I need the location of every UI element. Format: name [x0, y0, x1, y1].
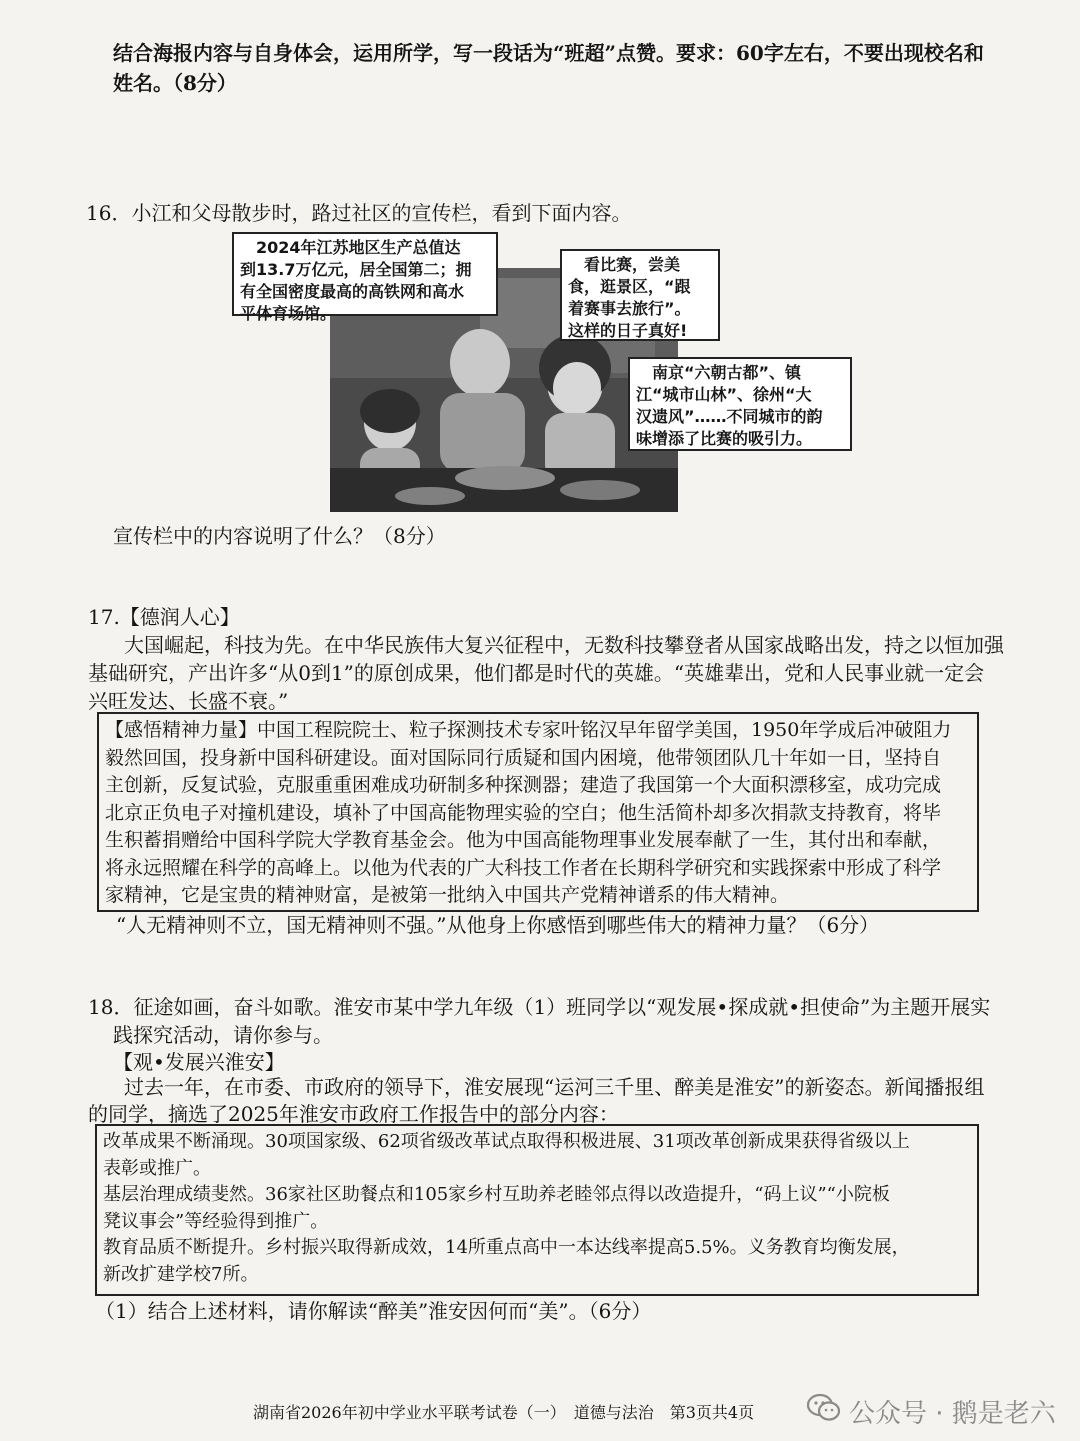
- box-line: 【感悟精神力量】中国工程院院士、粒子探测技术专家叶铭汉早年留学美国，1950年学成后冲破阻力: [105, 719, 952, 741]
- q17-material-box: [97, 712, 979, 912]
- watermark: [807, 1393, 1056, 1430]
- q18-stem-2: 践探究活动，请你参与。: [113, 1023, 333, 1047]
- q18-report-box: [95, 1124, 979, 1296]
- q18-section-title: 【观•发展兴淮安】: [113, 1050, 285, 1074]
- bubble-line: 到13.7万亿元，居全国第二；拥: [240, 260, 472, 279]
- q17-para-line-3: 兴旺发达、长盛不衰。”: [88, 689, 289, 713]
- bubble-line: 看比赛，尝美: [584, 255, 681, 274]
- q17-question: “人无精神则不立，国无精神则不强。”从他身上你感悟到哪些伟大的精神力量？（6分）: [116, 913, 880, 937]
- speech-bubble-gdp: [232, 232, 498, 323]
- q16-question: 宣传栏中的内容说明了什么？（8分）: [113, 524, 446, 548]
- q17-para-line-2: 基础研究，产出许多“从0到1”的原创成果，他们都是时代的英雄。“英雄辈出，党和人民事业就一定会: [88, 661, 985, 685]
- bubble-line: 着赛事去旅行”。: [568, 299, 691, 318]
- q18-stem-1: 18．征途如画，奋斗如歌。淮安市某中学九年级（1）班同学以“观发展•探成就•担使命”为主题开展实: [88, 995, 991, 1019]
- box-line: 表彰或推广。: [103, 1157, 211, 1179]
- bubble-line: 有全国密度最高的高铁网和高水: [240, 282, 465, 301]
- bubble-line: 汉遗风”……不同城市的韵: [636, 407, 823, 426]
- bubble-line: 这样的日子真好!: [568, 321, 688, 340]
- bubble-line: 平体育场馆。: [240, 304, 337, 323]
- box-line: 改革成果不断涌现。30项国家级、62项省级改革试点取得积极进展、31项改革创新成果获得省级以上: [103, 1131, 910, 1152]
- box-line: 毅然回国，投身新中国科研建设。面对国际同行质疑和国内困境，他带领团队几十年如一日，坚持自: [105, 746, 942, 769]
- bubble-line: 食，逛景区，“跟: [568, 277, 691, 296]
- box-line: 基层治理成绩斐然。36家社区助餐点和105家乡村互助养老睦邻点得以改造提升，“码上议”“小院板: [103, 1184, 890, 1205]
- q18-question-1: （1）结合上述材料，请你解读“醉美”淮安因何而“美”。（6分）: [95, 1299, 652, 1323]
- watermark-text: 公众号 · 鹅是老六: [849, 1399, 1056, 1429]
- q15-line-2: 姓名。（8分）: [113, 71, 237, 95]
- bubble-line: 江“城市山林”、徐州“大: [636, 385, 812, 404]
- box-line: 教育品质不断提升。乡村振兴取得新成效，14所重点高中一本达线率提高5.5%。义务教育均衡发展，: [103, 1237, 910, 1258]
- box-line: 新改扩建学校7所。: [103, 1263, 259, 1285]
- q18-para-line-1: 过去一年，在市委、市政府的领导下，淮安展现“运河三千里、醉美是淮安”的新姿态。新闻播报组: [124, 1075, 985, 1099]
- box-line: 生积蓄捐赠给中国科学院大学教育基金会。他为中国高能物理事业发展奉献了一生，其付出和奉献，: [105, 829, 942, 851]
- box-line: 将永远照耀在科学的高峰上。以他为代表的广大科技工作者在长期科学研究和实践探索中形成了科学: [105, 856, 942, 879]
- page-footer: 湖南省2026年初中学业水平联考试卷（一） 道德与法治 第3页共4页: [253, 1403, 755, 1422]
- bubble-line: 南京“六朝古都”、镇: [652, 363, 802, 382]
- wechat-icon: [807, 1393, 841, 1430]
- speech-bubble-cities: [628, 357, 852, 451]
- q18-para-line-2: 的同学，摘选了2025年淮安市政府工作报告中的部分内容：: [88, 1102, 619, 1126]
- q17-para-line-1: 大国崛起，科技为先。在中华民族伟大复兴征程中，无数科技攀登者从国家战略出发，持之以恒加强: [124, 633, 1004, 657]
- box-line: 主创新，反复试验，克服重重困难成功研制多种探测器；建造了我国第一个大面积漂移室，成功完成: [105, 774, 942, 796]
- box-line: 北京正负电子对撞机建设，填补了中国高能物理实验的空白；他生活简朴却多次捐款支持教育，将毕: [105, 801, 942, 824]
- speech-bubble-travel: [560, 249, 720, 341]
- box-line: 凳议事会”等经验得到推广。: [103, 1210, 329, 1232]
- q17-title: 17.【德润人心】: [88, 605, 240, 629]
- bubble-line: 2024年江苏地区生产总值达: [256, 238, 461, 257]
- box-line: 家精神，它是宝贵的精神财富，是被第一批纳入中国共产党精神谱系的伟大精神。: [105, 884, 790, 906]
- bubble-line: 味增添了比赛的吸引力。: [636, 429, 813, 448]
- q15-line-1: 结合海报内容与自身体会，运用所学，写一段话为“班超”点赞。要求：60字左右，不要出现校名和: [113, 41, 984, 65]
- q16-stem: 16．小江和父母散步时，路过社区的宣传栏，看到下面内容。: [86, 201, 632, 225]
